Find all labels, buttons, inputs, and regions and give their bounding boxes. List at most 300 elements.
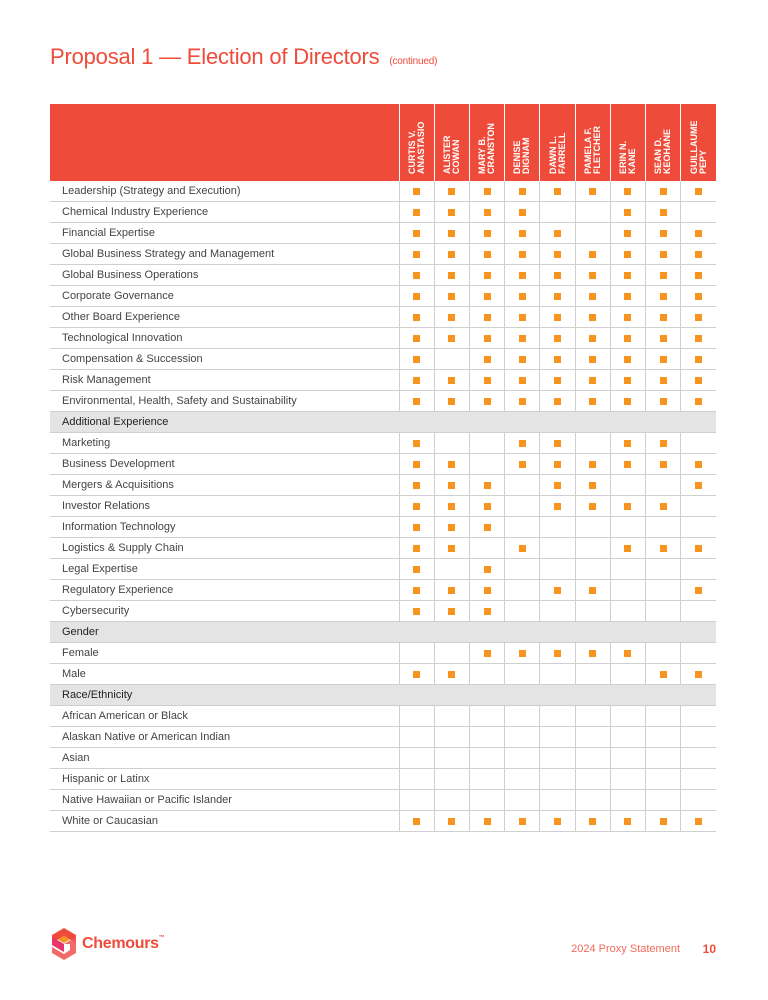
checkmark-square-icon — [554, 335, 561, 342]
director-cell — [646, 265, 681, 286]
checkmark-square-icon — [413, 482, 420, 489]
checkmark-square-icon — [695, 545, 702, 552]
checkmark-square-icon — [660, 377, 667, 384]
director-cell — [646, 391, 681, 412]
director-cell — [434, 769, 469, 790]
director-cell — [540, 202, 575, 223]
checkmark-square-icon — [413, 608, 420, 615]
attribute-row — [50, 643, 716, 664]
director-cell — [434, 811, 469, 832]
director-cell — [540, 517, 575, 538]
director-cell — [470, 769, 505, 790]
director-cell — [399, 769, 434, 790]
director-cell — [540, 475, 575, 496]
attribute-row — [50, 727, 716, 748]
attribute-row — [50, 790, 716, 811]
director-name: ERIN N. KANE — [617, 140, 637, 174]
section-header-label: Gender — [50, 622, 716, 643]
director-cell — [610, 181, 645, 202]
director-cell — [646, 727, 681, 748]
attribute-row — [50, 181, 716, 202]
checkmark-square-icon — [624, 650, 631, 657]
director-cell — [575, 181, 610, 202]
director-cell — [505, 811, 540, 832]
checkmark-square-icon — [448, 293, 455, 300]
page-number: 10 — [702, 942, 716, 956]
director-cell — [540, 769, 575, 790]
director-cell — [610, 391, 645, 412]
checkmark-square-icon — [519, 209, 526, 216]
brand-wordmark: Chemours™ — [82, 935, 165, 952]
checkmark-square-icon — [519, 188, 526, 195]
checkmark-square-icon — [448, 335, 455, 342]
checkmark-square-icon — [484, 335, 491, 342]
director-cell — [470, 748, 505, 769]
director-cell — [540, 727, 575, 748]
attribute-label: Asian — [50, 748, 399, 769]
checkmark-square-icon — [695, 587, 702, 594]
checkmark-square-icon — [448, 482, 455, 489]
attribute-row — [50, 769, 716, 790]
chemours-hex-icon — [50, 928, 78, 960]
director-cell — [575, 769, 610, 790]
director-cell — [646, 706, 681, 727]
director-cell — [434, 370, 469, 391]
director-cell — [399, 643, 434, 664]
checkmark-square-icon — [554, 314, 561, 321]
director-cell — [505, 265, 540, 286]
checkmark-square-icon — [660, 398, 667, 405]
checkmark-square-icon — [660, 230, 667, 237]
director-cell — [434, 748, 469, 769]
director-cell — [575, 307, 610, 328]
attribute-label: White or Caucasian — [50, 811, 399, 832]
director-cell — [681, 559, 716, 580]
attribute-label: Hispanic or Latinx — [50, 769, 399, 790]
director-cell — [540, 454, 575, 475]
director-cell — [434, 580, 469, 601]
checkmark-square-icon — [519, 377, 526, 384]
director-header — [540, 104, 575, 181]
director-cell — [470, 349, 505, 370]
checkmark-square-icon — [519, 650, 526, 657]
checkmark-square-icon — [484, 818, 491, 825]
checkmark-square-icon — [448, 272, 455, 279]
attribute-row — [50, 286, 716, 307]
director-cell — [505, 538, 540, 559]
checkmark-square-icon — [695, 230, 702, 237]
director-cell — [505, 328, 540, 349]
attribute-row — [50, 475, 716, 496]
checkmark-square-icon — [589, 377, 596, 384]
director-cell — [470, 223, 505, 244]
section-header-label: Additional Experience — [50, 412, 716, 433]
attribute-row — [50, 664, 716, 685]
attribute-row — [50, 307, 716, 328]
director-cell — [575, 286, 610, 307]
checkmark-square-icon — [554, 650, 561, 657]
checkmark-square-icon — [413, 545, 420, 552]
checkmark-square-icon — [624, 230, 631, 237]
director-cell — [575, 370, 610, 391]
director-cell — [681, 727, 716, 748]
director-cell — [505, 349, 540, 370]
director-cell — [505, 706, 540, 727]
checkmark-square-icon — [695, 293, 702, 300]
director-cell — [470, 244, 505, 265]
attribute-row — [50, 496, 716, 517]
attribute-label: Mergers & Acquisitions — [50, 475, 399, 496]
director-cell — [505, 307, 540, 328]
director-cell — [399, 370, 434, 391]
checkmark-square-icon — [589, 650, 596, 657]
director-cell — [434, 517, 469, 538]
attribute-label: Risk Management — [50, 370, 399, 391]
checkmark-square-icon — [519, 293, 526, 300]
director-cell — [399, 790, 434, 811]
checkmark-square-icon — [484, 251, 491, 258]
director-cell — [610, 601, 645, 622]
checkmark-square-icon — [519, 461, 526, 468]
attribute-row — [50, 538, 716, 559]
director-cell — [434, 223, 469, 244]
director-cell — [540, 790, 575, 811]
director-cell — [505, 580, 540, 601]
director-cell — [470, 328, 505, 349]
director-cell — [434, 433, 469, 454]
checkmark-square-icon — [484, 587, 491, 594]
checkmark-square-icon — [484, 650, 491, 657]
checkmark-square-icon — [413, 440, 420, 447]
checkmark-square-icon — [660, 188, 667, 195]
checkmark-square-icon — [660, 272, 667, 279]
director-cell — [505, 769, 540, 790]
director-cell — [575, 265, 610, 286]
director-cell — [434, 307, 469, 328]
director-cell — [540, 307, 575, 328]
director-cell — [681, 538, 716, 559]
director-cell — [646, 286, 681, 307]
checkmark-square-icon — [660, 356, 667, 363]
director-cell — [681, 328, 716, 349]
attribute-row — [50, 349, 716, 370]
director-cell — [540, 601, 575, 622]
attribute-label: Global Business Strategy and Management — [50, 244, 399, 265]
checkmark-square-icon — [624, 188, 631, 195]
director-cell — [399, 223, 434, 244]
director-cell — [470, 790, 505, 811]
attribute-label: Male — [50, 664, 399, 685]
director-cell — [470, 454, 505, 475]
director-cell — [399, 538, 434, 559]
director-skills-matrix — [50, 104, 716, 832]
director-cell — [681, 181, 716, 202]
director-cell — [470, 475, 505, 496]
checkmark-square-icon — [413, 251, 420, 258]
checkmark-square-icon — [448, 524, 455, 531]
director-cell — [399, 517, 434, 538]
checkmark-square-icon — [660, 251, 667, 258]
director-name: SEAN D. KEOHANE — [653, 128, 673, 174]
director-cell — [610, 538, 645, 559]
checkmark-square-icon — [448, 461, 455, 468]
checkmark-square-icon — [484, 314, 491, 321]
director-cell — [540, 706, 575, 727]
checkmark-square-icon — [519, 818, 526, 825]
director-cell — [540, 265, 575, 286]
checkmark-square-icon — [413, 818, 420, 825]
director-cell — [540, 580, 575, 601]
director-header — [505, 104, 540, 181]
checkmark-square-icon — [624, 461, 631, 468]
checkmark-square-icon — [695, 398, 702, 405]
checkmark-square-icon — [484, 230, 491, 237]
checkmark-square-icon — [624, 293, 631, 300]
attribute-row — [50, 370, 716, 391]
director-cell — [399, 181, 434, 202]
director-cell — [610, 517, 645, 538]
director-cell — [540, 538, 575, 559]
checkmark-square-icon — [554, 272, 561, 279]
director-cell — [681, 391, 716, 412]
checkmark-square-icon — [695, 314, 702, 321]
checkmark-square-icon — [413, 230, 420, 237]
director-cell — [540, 559, 575, 580]
director-cell — [470, 538, 505, 559]
attribute-label: African American or Black — [50, 706, 399, 727]
checkmark-square-icon — [413, 461, 420, 468]
director-cell — [540, 328, 575, 349]
director-cell — [470, 727, 505, 748]
checkmark-square-icon — [589, 293, 596, 300]
director-cell — [646, 517, 681, 538]
attribute-row — [50, 517, 716, 538]
checkmark-square-icon — [484, 188, 491, 195]
director-cell — [646, 601, 681, 622]
director-cell — [540, 349, 575, 370]
checkmark-square-icon — [589, 356, 596, 363]
director-header — [646, 104, 681, 181]
checkmark-square-icon — [695, 461, 702, 468]
director-cell — [575, 643, 610, 664]
attribute-label: Financial Expertise — [50, 223, 399, 244]
checkmark-square-icon — [413, 524, 420, 531]
checkmark-square-icon — [448, 209, 455, 216]
director-cell — [610, 643, 645, 664]
checkmark-square-icon — [519, 314, 526, 321]
director-cell — [470, 496, 505, 517]
director-cell — [540, 811, 575, 832]
checkmark-square-icon — [484, 272, 491, 279]
checkmark-square-icon — [413, 587, 420, 594]
checkmark-square-icon — [448, 188, 455, 195]
checkmark-square-icon — [554, 293, 561, 300]
director-cell — [505, 202, 540, 223]
checkmark-square-icon — [448, 503, 455, 510]
director-cell — [399, 580, 434, 601]
checkmark-square-icon — [589, 335, 596, 342]
director-cell — [434, 559, 469, 580]
director-cell — [399, 496, 434, 517]
director-cell — [646, 244, 681, 265]
checkmark-square-icon — [413, 188, 420, 195]
director-cell — [610, 727, 645, 748]
attribute-row — [50, 265, 716, 286]
checkmark-square-icon — [554, 377, 561, 384]
checkmark-square-icon — [695, 671, 702, 678]
checkmark-square-icon — [413, 377, 420, 384]
director-cell — [505, 664, 540, 685]
checkmark-square-icon — [695, 251, 702, 258]
checkmark-square-icon — [448, 545, 455, 552]
director-cell — [434, 706, 469, 727]
director-cell — [540, 391, 575, 412]
director-cell — [470, 265, 505, 286]
director-cell — [575, 790, 610, 811]
director-cell — [610, 559, 645, 580]
checkmark-square-icon — [660, 314, 667, 321]
director-cell — [505, 517, 540, 538]
director-cell — [434, 286, 469, 307]
director-cell — [540, 433, 575, 454]
continued-label: (continued) — [389, 56, 438, 67]
attribute-row — [50, 244, 716, 265]
checkmark-square-icon — [554, 251, 561, 258]
director-cell — [646, 790, 681, 811]
director-cell — [646, 181, 681, 202]
director-cell — [681, 265, 716, 286]
director-cell — [399, 391, 434, 412]
checkmark-square-icon — [519, 335, 526, 342]
director-cell — [434, 664, 469, 685]
director-cell — [681, 601, 716, 622]
director-cell — [470, 391, 505, 412]
director-cell — [575, 559, 610, 580]
director-cell — [681, 244, 716, 265]
director-cell — [575, 202, 610, 223]
checkmark-square-icon — [660, 545, 667, 552]
director-cell — [470, 811, 505, 832]
checkmark-square-icon — [519, 251, 526, 258]
director-cell — [505, 286, 540, 307]
checkmark-square-icon — [695, 335, 702, 342]
director-cell — [610, 790, 645, 811]
director-cell — [505, 496, 540, 517]
director-header-row — [50, 104, 716, 181]
director-cell — [470, 286, 505, 307]
checkmark-square-icon — [660, 335, 667, 342]
checkmark-square-icon — [695, 188, 702, 195]
attribute-row — [50, 433, 716, 454]
attribute-row — [50, 811, 716, 832]
director-cell — [681, 790, 716, 811]
attribute-label: Marketing — [50, 433, 399, 454]
director-cell — [681, 664, 716, 685]
checkmark-square-icon — [413, 335, 420, 342]
checkmark-square-icon — [589, 482, 596, 489]
director-cell — [575, 223, 610, 244]
director-cell — [575, 517, 610, 538]
checkmark-square-icon — [624, 251, 631, 258]
attribute-row — [50, 202, 716, 223]
checkmark-square-icon — [448, 818, 455, 825]
checkmark-square-icon — [695, 377, 702, 384]
attribute-label: Environmental, Health, Safety and Sustainability — [50, 391, 399, 412]
director-cell — [505, 643, 540, 664]
director-cell — [470, 307, 505, 328]
director-cell — [434, 790, 469, 811]
director-name: MARY B. CRANSTON — [477, 123, 497, 174]
director-cell — [575, 811, 610, 832]
director-cell — [470, 181, 505, 202]
director-cell — [434, 643, 469, 664]
checkmark-square-icon — [413, 566, 420, 573]
checkmark-square-icon — [448, 671, 455, 678]
director-cell — [540, 223, 575, 244]
director-cell — [646, 769, 681, 790]
director-cell — [610, 244, 645, 265]
checkmark-square-icon — [554, 398, 561, 405]
director-cell — [681, 496, 716, 517]
attribute-row — [50, 748, 716, 769]
attribute-label: Alaskan Native or American Indian — [50, 727, 399, 748]
checkmark-square-icon — [554, 440, 561, 447]
director-cell — [575, 496, 610, 517]
director-cell — [399, 601, 434, 622]
attribute-row — [50, 580, 716, 601]
section-header-row — [50, 685, 716, 706]
director-cell — [434, 244, 469, 265]
director-header — [399, 104, 434, 181]
checkmark-square-icon — [624, 335, 631, 342]
director-cell — [575, 244, 610, 265]
checkmark-square-icon — [554, 461, 561, 468]
director-cell — [575, 706, 610, 727]
attribute-label: Compensation & Succession — [50, 349, 399, 370]
director-cell — [681, 475, 716, 496]
director-cell — [540, 664, 575, 685]
director-cell — [399, 748, 434, 769]
director-cell — [470, 370, 505, 391]
director-cell — [505, 433, 540, 454]
attribute-label: Chemical Industry Experience — [50, 202, 399, 223]
director-cell — [505, 223, 540, 244]
director-cell — [399, 727, 434, 748]
attribute-row — [50, 706, 716, 727]
publication-name: 2024 Proxy Statement — [571, 943, 680, 955]
attribute-label: Global Business Operations — [50, 265, 399, 286]
attribute-label: Business Development — [50, 454, 399, 475]
director-cell — [681, 769, 716, 790]
checkmark-square-icon — [589, 188, 596, 195]
director-cell — [646, 559, 681, 580]
director-cell — [646, 328, 681, 349]
checkmark-square-icon — [413, 293, 420, 300]
director-cell — [610, 370, 645, 391]
section-header-row — [50, 412, 716, 433]
director-cell — [505, 454, 540, 475]
director-cell — [399, 328, 434, 349]
attribute-label: Legal Expertise — [50, 559, 399, 580]
director-cell — [681, 286, 716, 307]
page-title — [50, 44, 437, 70]
director-cell — [540, 643, 575, 664]
checkmark-square-icon — [554, 188, 561, 195]
director-name: DAWN L. FARRELL — [547, 132, 567, 174]
checkmark-square-icon — [484, 209, 491, 216]
director-cell — [575, 727, 610, 748]
checkmark-square-icon — [448, 314, 455, 321]
